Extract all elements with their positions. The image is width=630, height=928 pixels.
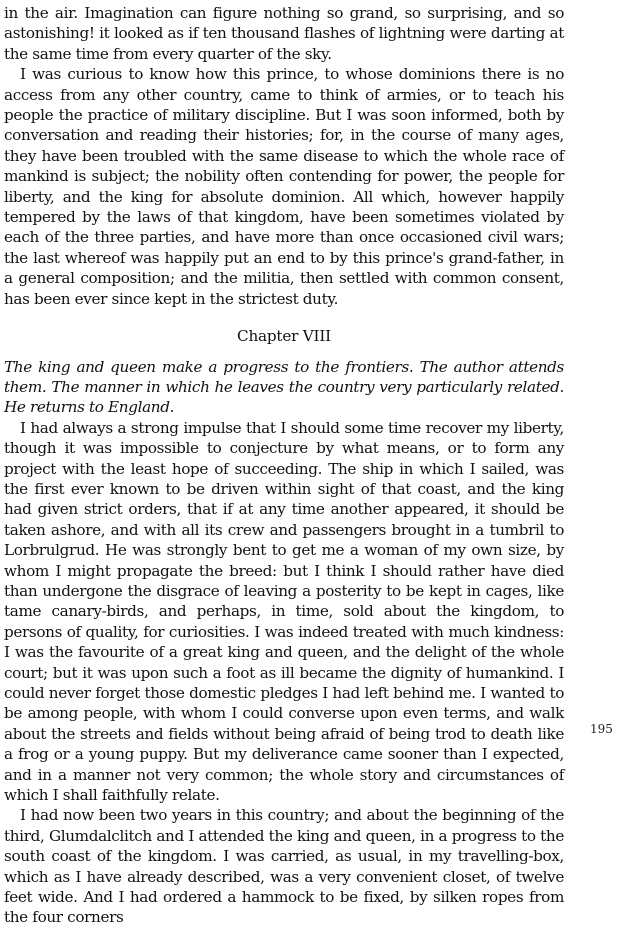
paragraph: I had now been two years in this country; and about the beginning of the third, Glumdalclitch and I attended the king and queen, in a progress to the south coast of the kingdom. I was carried, as usual, in my travelling-box, which as I have already described, was a very convenient closet, of twelve feet wide. And I had ordered a hammock to be fixed, by silken ropes from the four corners — [4, 806, 564, 927]
paragraph: in the air. Imagination can figure nothing so grand, so surprising, and so astonishing! it looked as if ten thousand flashes of lightning were darting at the same time from every quarter of the sky. — [4, 4, 564, 63]
paragraph: I was curious to know how this prince, to whose dominions there is no access from any other country, came to think of armies, or to teach his people the practice of military discipline. But I was soon informed, both by conversation and reading their histories; for, in the course of many ages, they have been troubled with the same disease to which the whole race of mankind is subject; the nobility often contending for power, the people for liberty, and the king for absolute dominion. All which, however happily tempered by the laws of that kingdom, have been sometimes violated by each of the three parties, and have more than once occasioned civil wars; the last whereof was happily put an end to by this prince's grand-father, in a general composition; and the militia, then settled with common consent, has been ever since kept in the strictest duty. — [4, 65, 564, 308]
chapter-summary: The king and queen make a progress to the frontiers. The author attends them. The manner in which he leaves the country very particularly related. He returns to England. — [4, 357, 564, 417]
chapter-title: Chapter VIII — [237, 327, 331, 346]
paragraph: I had always a strong impulse that I should some time recover my liberty, though it was impossible to conjecture by what means, or to form any project with the least hope of succeeding. The ship in which I sailed, was the first ever known to be driven within sight of that coast, and the king had given strict orders, that if at any time another appeared, it should be taken ashore, and with all its crew and passengers brought in a tumbril to Lorbrulgrud. He was strongly bent to get me a woman of my own size, by whom I might propagate the breed: but I think I should rather have died than undergone the disgrace of leaving a posterity to be kept in cages, like tame canary-birds, and perhaps, in time, sold about the kingdom, to persons of quality, for curiosities. I was indeed treated with much kindness: I was the favourite of a great king and queen, and the delight of the whole court; but it was upon such a foot as ill became the dignity of humankind. I could never forget those domestic pledges I had left behind me. I wanted to be among people, with whom I could converse upon even terms, and walk about the streets and fields without being afraid of being trod to death like a frog or a young puppy. But my deliverance came sooner than I expected, and in a manner not very common; the whole story and circumstances of which I shall faithfully relate. — [4, 418, 564, 805]
page-body — [4, 3, 564, 928]
page-number: 195 — [590, 722, 613, 736]
